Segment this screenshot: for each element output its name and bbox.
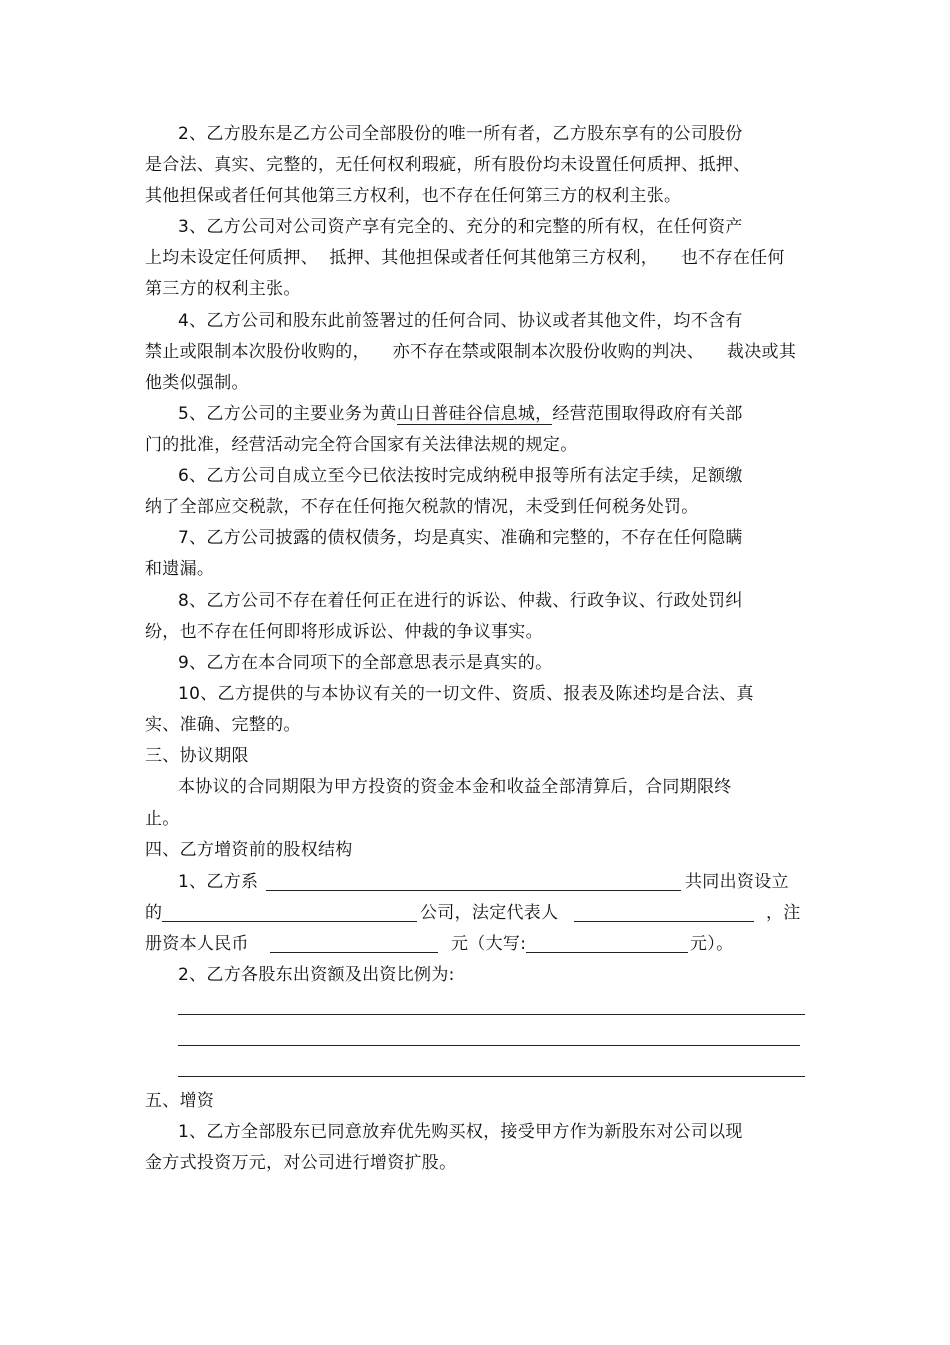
section-3-text-line-2: 止。 — [145, 809, 180, 829]
clause-2-line-3: 其他担保或者任何其他第三方权利，也不存在任何第三方的权利主张。 — [145, 186, 682, 206]
clause-7-line-2: 和遗漏。 — [145, 559, 215, 579]
clause-5-prefix: 5、乙方公司的主要业务为黄 — [178, 404, 397, 424]
clause-10-line-2: 实、准确、完整的。 — [145, 715, 301, 735]
clause-3-line-2: 上均未设定任何质押、 抵押、其他担保或者任何其他第三方权利， 也不存在任何 — [145, 248, 785, 268]
capital-in-words-blank — [526, 952, 688, 953]
s4-item1-legal-rep-label: 公司，法定代表人 — [420, 903, 559, 923]
shareholders-blank — [266, 890, 681, 891]
clause-3-line-1: 3、乙方公司对公司资产享有完全的、充分的和完整的所有权，在任何资产 — [178, 217, 743, 237]
s4-item1-capital-label: 册资本人民币 — [145, 934, 249, 954]
s4-item1-of: 的 — [145, 903, 163, 923]
clause-10-line-1: 10、乙方提供的与本协议有关的一切文件、资质、报表及陈述均是合法、真 — [178, 684, 754, 704]
clause-6-line-2: 纳了全部应交税款，不存在任何拖欠税款的情况，未受到任何税务处罚。 — [145, 497, 699, 517]
clause-5-suffix: 经营范围取得政府有关部 — [552, 404, 743, 424]
clause-2-line-2: 是合法、真实、完整的，无任何权利瑕疵，所有股份均未设置任何质押、抵押、 — [145, 155, 751, 175]
clause-5-filled-blank: 山日普硅谷信息城， — [396, 404, 553, 424]
s4-item1-uppercase-label: 元（大写: — [451, 934, 527, 954]
clause-8-line-1: 8、乙方公司不存在着任何正在进行的诉讼、仲裁、行政争议、行政处罚纠 — [178, 591, 743, 611]
section-5-text-line-2: 金方式投资万元，对公司进行增资扩股。 — [145, 1153, 457, 1173]
clause-9: 9、乙方在本合同项下的全部意思表示是真实的。 — [178, 653, 553, 673]
clause-8-line-2: 纷，也不存在任何即将形成诉讼、仲裁的争议事实。 — [145, 622, 543, 642]
section-5-heading: 五、增资 — [145, 1091, 215, 1111]
s4-item1-comma: ，注 — [766, 903, 801, 923]
s4-item1-joint-text: 共同出资设立 — [685, 872, 789, 892]
clause-6-line-1: 6、乙方公司自成立至今已依法按时完成纳税申报等所有法定手续，足额缴 — [178, 466, 743, 486]
clause-3-line-3: 第三方的权利主张。 — [145, 279, 301, 299]
clause-4-line-1: 4、乙方公司和股东此前签署过的任何合同、协议或者其他文件，均不含有 — [178, 311, 743, 331]
section-3-heading: 三、协议期限 — [145, 746, 249, 766]
contribution-blank-line-2 — [178, 1045, 800, 1046]
clause-5-line-2: 门的批准，经营活动完全符合国家有关法律法规的规定。 — [145, 435, 578, 455]
legal-representative-blank — [574, 921, 754, 922]
section-4-heading: 四、乙方增资前的股权结构 — [145, 840, 353, 860]
section-3-text-line-1: 本协议的合同期限为甲方投资的资金本金和收益全部清算后，合同期限终 — [178, 777, 732, 797]
clause-7-line-1: 7、乙方公司披露的债权债务，均是真实、准确和完整的，不存在任何隐瞒 — [178, 528, 743, 548]
contribution-blank-line-1 — [178, 1014, 805, 1015]
registered-capital-blank — [270, 952, 438, 953]
clause-2-line-1: 2、乙方股东是乙方公司全部股份的唯一所有者，乙方股东享有的公司股份 — [178, 124, 743, 144]
clause-4-line-3: 他类似强制。 — [145, 373, 249, 393]
clause-5-line-1 — [178, 403, 743, 425]
s4-item1-label: 1、乙方系 — [178, 872, 259, 892]
s4-item1-yuan-close: 元）。 — [690, 934, 734, 954]
company-name-blank — [162, 921, 417, 922]
contribution-blank-line-3 — [178, 1076, 805, 1077]
section-5-text-line-1: 1、乙方全部股东已同意放弃优先购买权，接受甲方作为新股东对公司以现 — [178, 1122, 743, 1142]
s4-item2-label: 2、乙方各股东出资额及出资比例为: — [178, 965, 455, 985]
clause-4-line-2: 禁止或限制本次股份收购的， 亦不存在禁或限制本次股份收购的判决、 裁决或其 — [145, 342, 797, 362]
